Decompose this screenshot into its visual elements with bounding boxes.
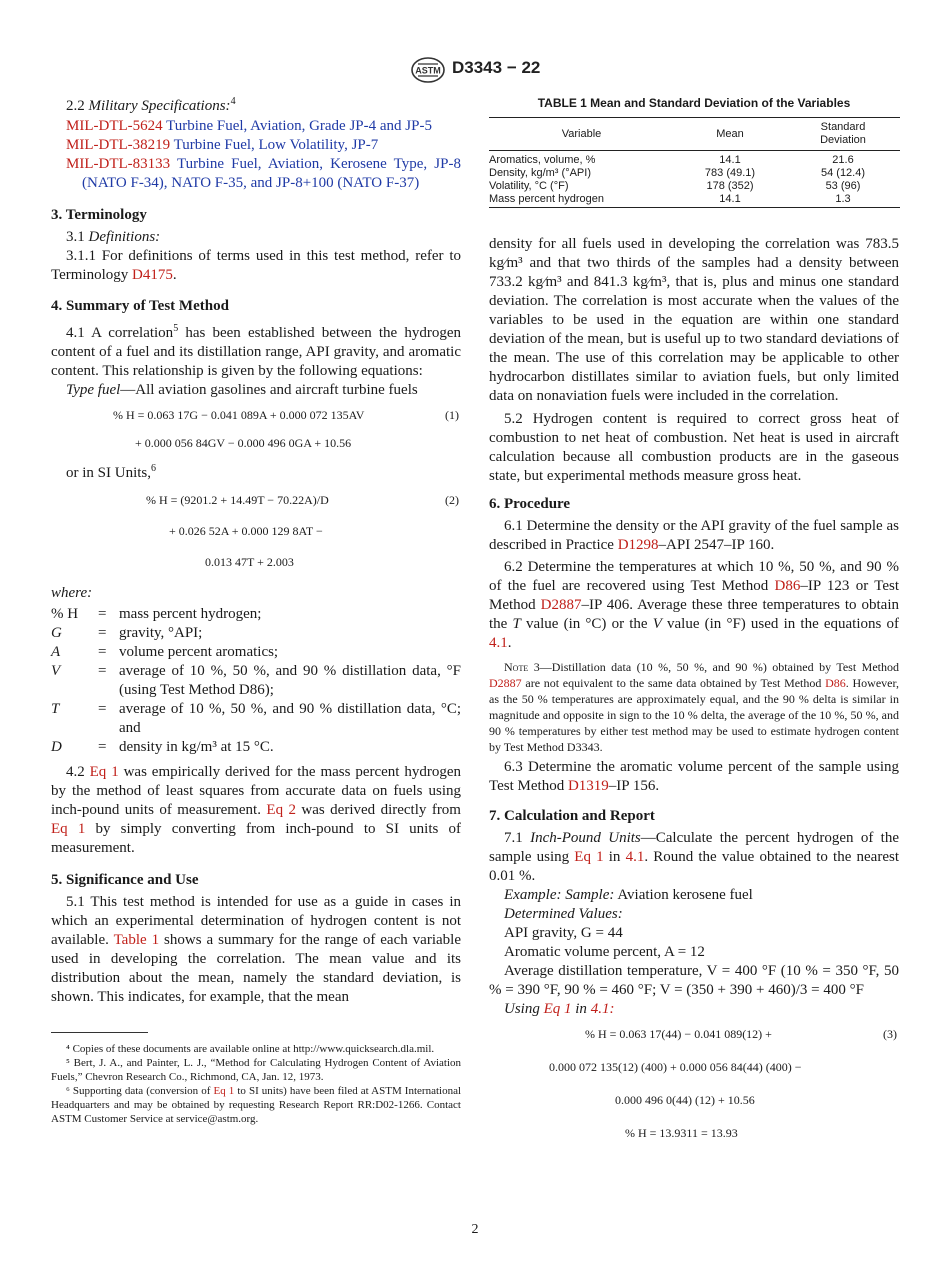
note-3: Note 3—Distillation data (10 %, 50 %, and 90 %) obtained by Test Method D2887 are not equivalent to the same data obtained by Test Method D86. However, as the 50 % temperatures are approximately equal, and the 90 % delta is similar in magnitude and opposite in sign to the 10 % delta, the average of the 10 %, 50 %, and 90 % temperatures by either test method may be used to estimate hydrogen content by Test Method D3343. [489,660,899,754]
page-number: 2 [471,1222,479,1237]
svg-text:ASTM: ASTM [415,65,441,76]
where-row: A = volume percent aromatics; [51,644,279,660]
link-d2887[interactable]: D2887 [540,597,582,613]
table-header-mean: Mean [674,118,786,151]
link-eq1[interactable]: Eq 1 [543,1001,572,1017]
table-row: Volatility, °C (°F) 178 (352) 53 (96) [489,180,861,192]
equation-3-line-2: 0.000 072 135(12) (400) + 0.000 056 84(44) (400) − [549,1060,802,1074]
link-table-1[interactable]: Table 1 [113,932,160,948]
footnotes [51,1042,461,1126]
link-d86[interactable]: D86 [825,676,846,690]
section-4-heading: 4. Summary of Test Method [51,298,229,314]
table-header-row [489,118,900,151]
table-row: Mass percent hydrogen 14.1 1.3 [489,193,900,208]
page-header [0,54,950,88]
link-d1298[interactable]: D1298 [617,537,659,553]
table-1 [489,117,900,208]
determined-values: Determined Values: [504,906,623,922]
table-row: Density, kg/m³ (°API) 783 (49.1) 54 (12.4) [489,167,866,179]
footnote-divider [51,1032,148,1033]
ref-mil-dtl-38219 [51,136,461,155]
section-6-3: 6.3 Determine the aromatic volume percent of the sample using Test Method D1319–IP 156. [489,759,899,794]
ref-title[interactable]: Turbine Fuel, Aviation, Kerosene Type, JP-8 (NATO F-34), NATO F-35, and JP-8+100 (NATO F-37) [82,156,461,191]
ref-title[interactable]: Turbine Fuel, Aviation, Grade JP-4 and JP-5 [166,118,432,134]
table-header-std: Standard Deviation [786,118,900,151]
link-d86[interactable]: D86 [774,578,801,594]
equation-3-number: (3) [883,1027,897,1041]
link-d2887[interactable]: D2887 [489,676,522,690]
left-column [51,92,461,1126]
section-2-2: 2.2 Military Specifications:$^4$ [66,96,236,114]
equation-3-line-1: % H = 0.063 17(44) − 0.041 089(12) + (3) [489,1025,899,1044]
link-4-1[interactable]: 4.1 [625,849,645,865]
equation-2-line-2: + 0.026 52A + 0.000 129 8AT − [169,524,323,538]
section-7-1: 7.1 Inch-Pound Units—Calculate the percent hydrogen of the sample using Eq 1 in 4.1. Round the value obtained to the nearest 0.01 %. [489,830,899,884]
link-eq1[interactable]: Eq 1 [51,821,86,837]
where-row: % H = mass percent hydrogen; [51,606,262,622]
section-4-1: 4.1 A correlation$^5$ has been established between the hydrogen content of a fuel and its distillation range, API gravity, and aromatic content. This relationship is given by the following equations: [51,323,461,379]
equation-2-number: (2) [445,493,459,507]
equation-3-line-3: 0.000 496 0(44) (12) + 10.56 [615,1093,755,1107]
table-row: Aromatics, volume, % 14.1 21.6 [489,154,854,166]
ref-code-link[interactable]: MIL-DTL-83133 [66,156,171,172]
section-5-1-continued: density for all fuels used in developing the correlation was 783.5 kg⁄m³ and that two thirds of the samples had a density between 733.2 kg⁄m³ and 841.3 kg⁄m³, that is, plus and minus one standard deviation. The correlation is most accurate when the values of the variables to be used in the equation are within one standard deviation of the mean, but is useful up to two standard deviations of the mean. The use of this correlation may be applicable to other hydrocarbon distillates similar to aviation fuels, but only limited data on nonaviation fuels were included in the correlation. [489,236,899,404]
equation-2-line-3: 0.013 47T + 2.003 [205,555,294,569]
doc-id: D3343 − 22 [452,58,541,77]
ref-code-link[interactable]: MIL-DTL-38219 [66,137,171,153]
link-4-1[interactable]: 4.1 [489,635,508,651]
section-6-2: 6.2 Determine the temperatures at which 10 %, 50 %, and 90 % of the fuel are recovered using Test Method D86–IP 123 or Test Method D2887–IP 406. Average these three temperatures to obtain the T value (in °C) or the V value (in °F) used in the equations of 4.1. [489,559,900,651]
equation-1-line-1: % H = 0.063 17G − 0.041 089A + 0.000 072 135AV (1) [51,406,461,425]
link-eq1[interactable]: Eq 1 [213,1085,235,1097]
ref-mil-dtl-83133 [51,155,461,193]
footnote-5: ⁵ Bert, J. A., and Painter, L. J., “Method for Calculating Hydrogen Content of Aviation Fuels,” Chevron Research Co., Richmond, CA, Jan. 12, 1973. [51,1057,461,1083]
section-4-2: 4.2 Eq 1 was empirically derived for the mass percent hydrogen by the method of least squares from accurate data on fuels using inch-pound units of measurement. Eq 2 was derived directly from Eq 1 by simply converting from inch-pound to SI units of measurement. [51,764,462,856]
type-fuel: Type fuel—All aviation gasolines and aircraft turbine fuels [66,382,418,398]
link-d4175[interactable]: D4175 [132,267,173,283]
equation-1-number: (1) [445,408,459,422]
section-7-heading: 7. Calculation and Report [489,808,655,824]
equation-3-line-4: % H = 13.9311 = 13.93 [625,1126,738,1140]
equation-2-line-1: % H = (9201.2 + 14.49T − 70.22A)/D (2) [51,491,461,510]
section-3-1-1: 3.1.1 For definitions of terms used in this test method, refer to Terminology D4175. [51,248,461,283]
si-units-label: or in SI Units,$^6$ [66,463,157,481]
using-eq1: Using Eq 1 in 4.1: [504,1001,615,1017]
link-4-1[interactable]: 4.1: [590,1001,615,1017]
equation-1-line-2: + 0.000 056 84GV − 0.000 496 0GA + 10.56 [135,436,352,450]
table-header-variable: Variable [489,118,674,151]
military-spec-list [51,117,461,193]
astm-logo-icon [410,56,446,84]
where-row: T = average of 10 %, 50 %, and 90 % distillation data, °C; and [51,701,461,736]
ref-title[interactable]: Turbine Fuel, Low Volatility, JP-7 [173,137,379,153]
link-eq2[interactable]: Eq 2 [266,802,296,818]
footnote-6: ⁶ Supporting data (conversion of Eq 1 to SI units) have been filed at ASTM International Headquarters and may be obtained by requesting Research Report RR:D02-1266. Contact ASTM Customer Service at service@astm.org. [51,1085,462,1125]
section-6-1: 6.1 Determine the density or the API gravity of the fuel sample as described in Practice D1298–API 2547–IP 160. [489,518,899,553]
ref-code-link[interactable]: MIL-DTL-5624 [66,118,163,134]
ref-mil-dtl-5624 [51,117,461,136]
footnote-4: ⁴ Copies of these documents are available online at http://www.quicksearch.dla.mil. [66,1043,435,1055]
example-sample: Example: Sample: Aviation kerosene fuel [504,887,753,903]
section-3-1: 3.1 Definitions: [66,229,161,245]
table-1-title: TABLE 1 Mean and Standard Deviation of the Variables [537,96,851,110]
api-gravity: API gravity, G = 44 [504,925,623,941]
section-5-2: 5.2 Hydrogen content is required to correct gross heat of combustion to net heat of combustion. Net heat is used in aircraft calculation because all combustion products are in the gaseous state, but experimental methods measure gross heat. [489,411,899,484]
link-eq1[interactable]: Eq 1 [89,764,119,780]
section-3-heading: 3. Terminology [51,207,147,223]
section-6-heading: 6. Procedure [489,496,571,512]
section-5-heading: 5. Significance and Use [51,872,199,888]
right-column [489,94,899,1148]
where-row: D = density in kg/m³ at 15 °C. [51,739,274,755]
average-distillation: Average distillation temperature, V = 400 °F (10 % = 350 °F, 50 % = 390 °F, 90 % = 460 °F; V = (350 + 390 + 460)/3 = 400 °F [489,963,899,998]
where-row: G = gravity, °API; [51,625,203,641]
where-label: where: [51,585,93,601]
link-d1319[interactable]: D1319 [567,778,609,794]
link-eq1[interactable]: Eq 1 [574,849,604,865]
aromatic-volume: Aromatic volume percent, A = 12 [504,944,705,960]
where-row: V = average of 10 %, 50 %, and 90 % distillation data, °F (using Test Method D86); [51,663,461,698]
section-5-1: 5.1 This test method is intended for use as a guide in cases in which an experimental determination of hydrogen content is not available. Table 1 shows a summary for the range of each variable used in developing the correlation. The mean value and its distribution about the mean, namely the standard deviation, is shown. This indicates, for example, that the mean [51,894,461,1005]
where-definitions [51,605,461,757]
